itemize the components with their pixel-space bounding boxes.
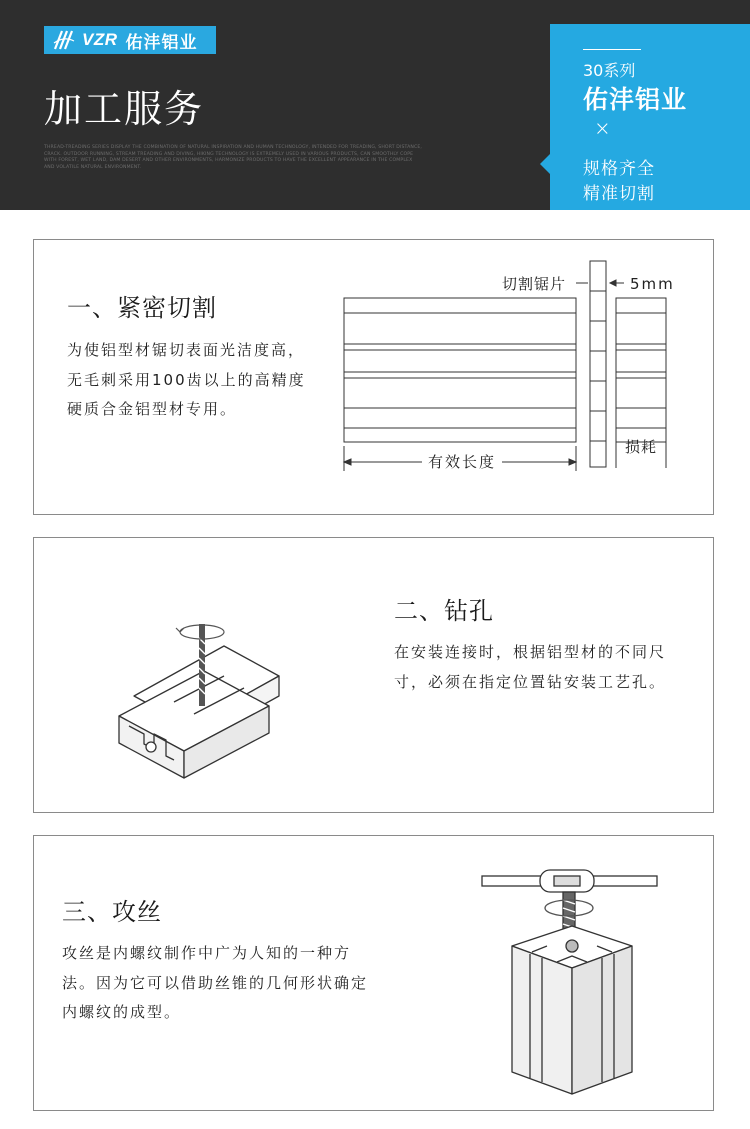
section-body: 为使铝型材锯切表面光洁度高，无毛刺采用100齿以上的高精度硬质合金铝型材专用。: [67, 341, 306, 418]
brand-name-en: VZR: [82, 30, 118, 49]
panel-tagline-2: 精准切割: [583, 184, 655, 204]
brand-name-cn: 佑沣铝业: [125, 32, 198, 53]
profile-piece: [344, 298, 576, 442]
offcut-piece: [616, 298, 666, 442]
tap-wrench-icon: [482, 870, 657, 932]
section-title: 一、紧密切割: [67, 294, 217, 322]
length-label: 有效长度: [427, 453, 497, 471]
section-cutting: [33, 239, 714, 515]
tapping-illustration: [472, 856, 672, 1098]
section-body: 在安装连接时，根据铝型材的不同尺寸，必须在指定位置钻安装工艺孔。: [394, 643, 667, 691]
drilling-illustration: [104, 616, 324, 786]
section-body: 攻丝是内螺纹制作中广为人知的一种方法。因为它可以借助丝锥的几何形状确定内螺纹的成型。: [62, 944, 369, 1021]
section-title: 二、钻孔: [394, 597, 494, 625]
panel-tagline-1: 规格齐全: [583, 159, 655, 179]
decorative-fine-print: THREAD-TREADING SERIES DISPLAY THE COMBINATION OF NATURAL INSPIRATION AND HUMAN TECHNOLOGY, INTENDED FOR TREADING, SHORT DISTANCE, CRACK. OUTDOOR RUNNING, STREAM TREADING AND DIVING, HIKING TECHNOLOGY IS EXTREMELY USED IN VARIOUS PRODUCTS, CAN SMOOTHLY COPE WITH FOREST, WET LAND, DAM DESERT AND OTHER ENVIRONMENTS, HARMONIZE PRODUCTS TO HAVE THE EXCELLENT APPEARANCE IN THE COMPLEX AND VOLATILE NATURAL ENVIRONMENT.: [44, 145, 423, 170]
page-title: 加工服务: [44, 87, 205, 131]
panel-separator: ×: [594, 116, 611, 140]
loss-label: 损耗: [624, 438, 658, 456]
section-drilling: [33, 537, 714, 813]
series-panel: [550, 24, 750, 210]
header-banner: [0, 0, 750, 210]
panel-divider: [583, 49, 641, 50]
vzr-logo-icon: [52, 29, 76, 51]
brand-badge[interactable]: [44, 26, 216, 54]
panel-brand-name: 佑沣铝业: [583, 85, 688, 114]
saw-blade: [590, 261, 606, 467]
kerf-label: 5mm: [630, 275, 675, 293]
blade-label: 切割锯片: [501, 275, 566, 293]
series-label: 30系列: [583, 61, 636, 80]
panel-pointer: [540, 154, 550, 174]
section-tapping: [33, 835, 714, 1111]
section-title: 三、攻丝: [62, 898, 162, 926]
cutting-diagram: [334, 256, 694, 486]
